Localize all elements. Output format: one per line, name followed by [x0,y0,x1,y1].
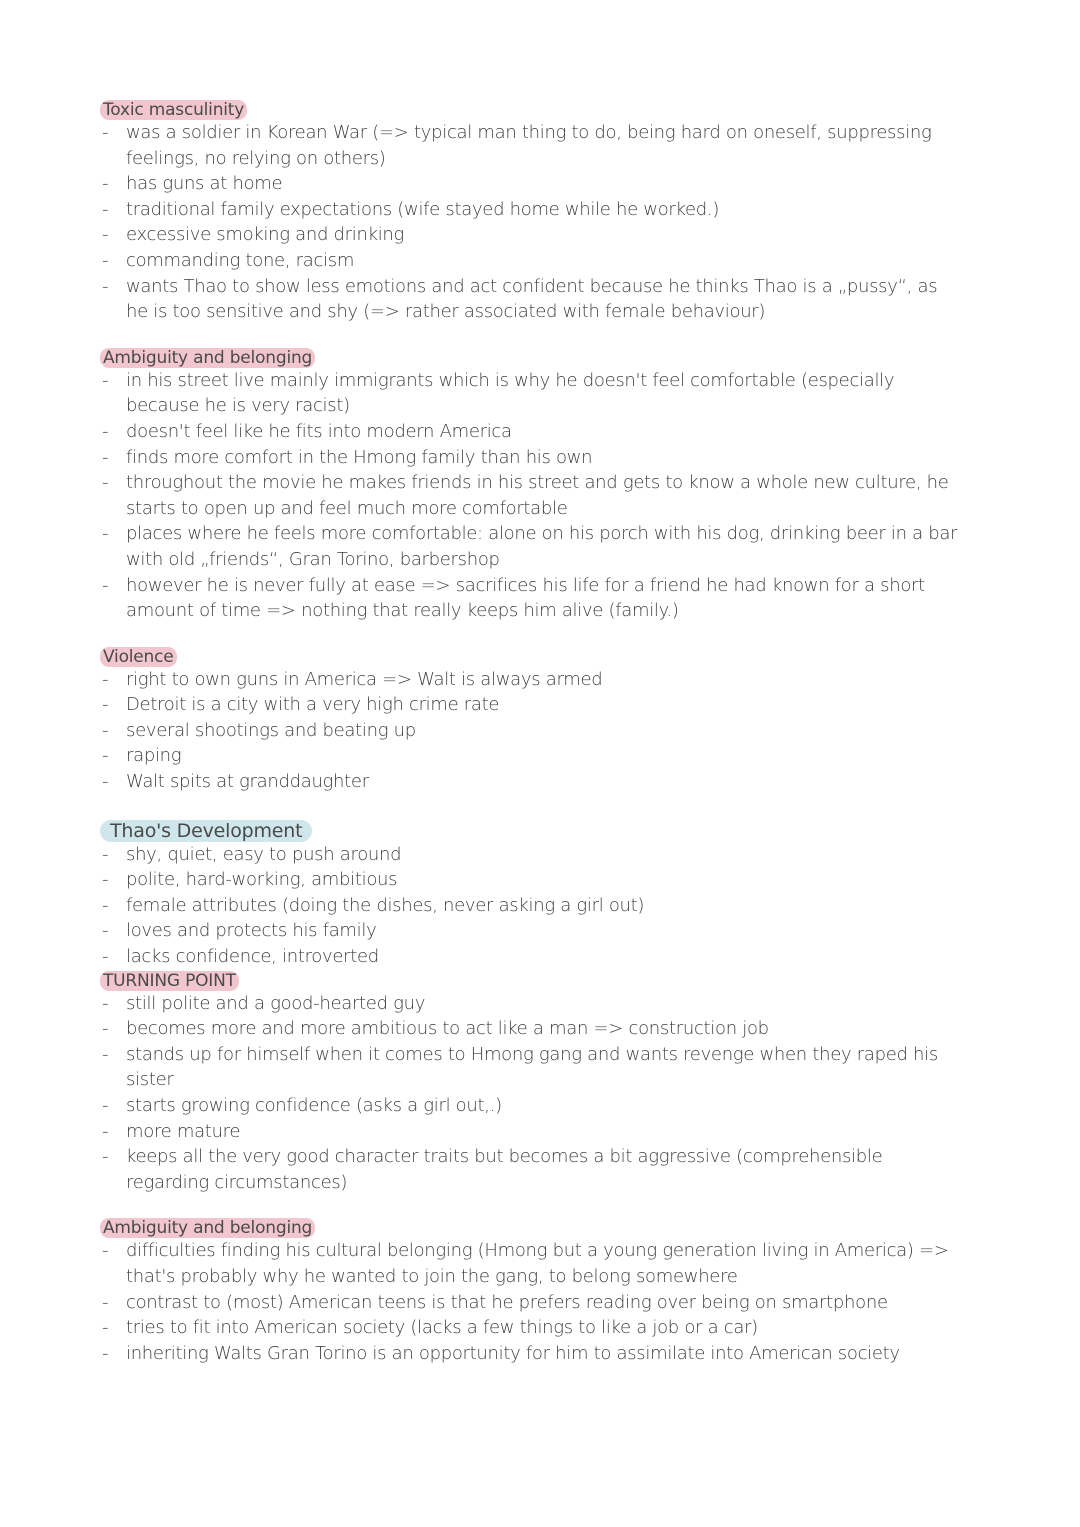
list-item: - commanding tone, racism [100,248,960,274]
list-item: - however he is never fully at ease => sacrifices his life for a friend he had known for a short amount of time => nothing that really keeps him alive (family.) [100,573,960,624]
list-item: - inheriting Walts Gran Torino is an opportunity for him to assimilate into American society [100,1341,960,1367]
list-item: - stands up for himself when it comes to Hmong gang and wants revenge when they raped his sister [100,1042,960,1093]
list-item: - Walt spits at granddaughter [100,769,960,795]
list-item: - excessive smoking and drinking [100,222,960,248]
list-item: - contrast to (most) American teens is that he prefers reading over being on smartphone [100,1290,960,1316]
section-heading: Thao's Development [100,820,312,842]
list-item: - lacks confidence, introverted [100,944,960,970]
list-item: - becomes more and more ambitious to act like a man => construction job [100,1016,960,1042]
list-item: - more mature [100,1119,960,1145]
section-ambiguity-belonging-thao [100,1218,1080,1366]
list-item: - has guns at home [100,171,960,197]
list-item: - wants Thao to show less emotions and act confident because he thinks Thao is a „pussy“, as he is too sensitive and shy (=> rather associated with female behaviour) [100,274,960,325]
section-heading: Ambiguity and belonging [100,1218,315,1238]
list-item: - female attributes (doing the dishes, never asking a girl out) [100,893,960,919]
list-item: - starts growing confidence (asks a girl out,.) [100,1093,960,1119]
list-item: - still polite and a good-hearted guy [100,991,960,1017]
bullet-list [100,368,960,624]
section-toxic-masculinity [100,100,1080,325]
list-item: - in his street live mainly immigrants which is why he doesn't feel comfortable (especially because he is very racist) [100,368,960,419]
list-item: - places where he feels more comfortable: alone on his porch with his dog, drinking beer in a bar with old „friends“, Gran Torino, barbershop [100,521,960,572]
list-item: - raping [100,743,960,769]
list-item: - several shootings and beating up [100,718,960,744]
bullet-list [100,1238,960,1366]
list-item: - throughout the movie he makes friends in his street and gets to know a whole new culture, he starts to open up and feel much more comfortable [100,470,960,521]
bullet-list [100,120,960,325]
bullet-list [100,842,960,970]
section-ambiguity-belonging-walt [100,348,1080,624]
list-item: - Detroit is a city with a very high crime rate [100,692,960,718]
section-heading: Violence [100,647,177,667]
list-item: - traditional family expectations (wife stayed home while he worked.) [100,197,960,223]
list-item: - tries to fit into American society (lacks a few things to like a job or a car) [100,1315,960,1341]
bullet-list [100,991,960,1196]
list-item: - finds more comfort in the Hmong family than his own [100,445,960,471]
section-heading: Toxic masculinity [100,100,247,120]
list-item: - right to own guns in America => Walt is always armed [100,667,960,693]
list-item: - keeps all the very good character traits but becomes a bit aggressive (comprehensible regarding circumstances) [100,1144,960,1195]
section-violence [100,647,1080,795]
list-item: - doesn't feel like he fits into modern America [100,419,960,445]
list-item: - difficulties finding his cultural belonging (Hmong but a young generation living in America) => that's probably why he wanted to join the gang, to belong somewhere [100,1238,960,1289]
turning-point-heading: TURNING POINT [100,971,239,991]
section-heading: Ambiguity and belonging [100,348,315,368]
notes-page [0,100,1080,1389]
bullet-list [100,667,960,795]
list-item: - was a soldier in Korean War (=> typical man thing to do, being hard on oneself, suppressing feelings, no relying on others) [100,120,960,171]
list-item: - loves and protects his family [100,918,960,944]
list-item: - polite, hard-working, ambitious [100,867,960,893]
list-item: - shy, quiet, easy to push around [100,842,960,868]
section-thao-development [100,818,1080,1196]
